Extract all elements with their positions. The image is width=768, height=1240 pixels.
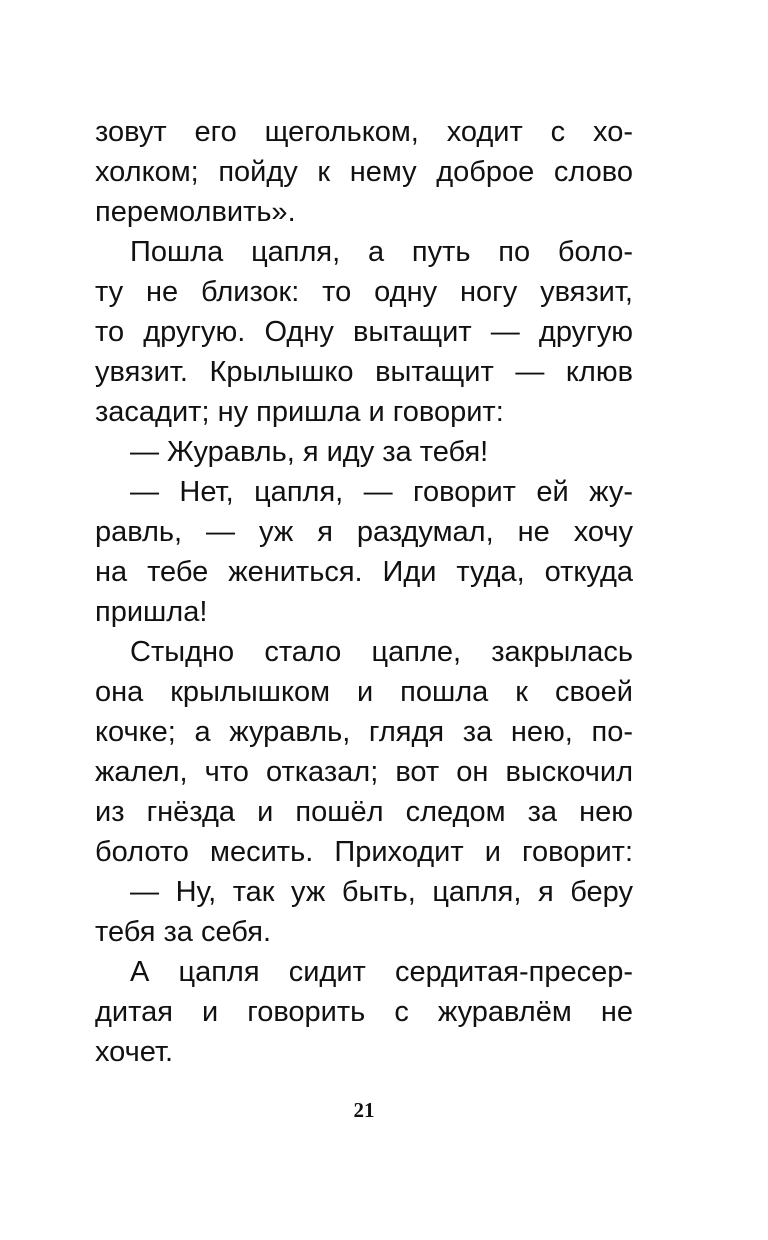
text-line: то другую. Одну вытащит — другую bbox=[95, 316, 633, 348]
page-text bbox=[95, 112, 633, 1072]
text-line: Пошла цапля, а путь по боло- bbox=[130, 236, 633, 268]
text-line: она крылышком и пошла к своей bbox=[95, 676, 633, 708]
text-line: холком; пойду к нему доброе слово bbox=[95, 156, 633, 188]
text-line: ту не близок: то одну ногу увязит, bbox=[95, 276, 633, 308]
text-line: дитая и говорить с журавлём не bbox=[95, 996, 633, 1028]
text-line: увязит. Крылышко вытащит — клюв bbox=[95, 356, 633, 388]
text-line: кочке; а журавль, глядя за нею, по- bbox=[95, 716, 633, 748]
text-line: хочет. bbox=[95, 1036, 174, 1068]
text-line: засадит; ну пришла и говорит: bbox=[95, 396, 504, 428]
text-line: А цапля сидит сердитая-пресер- bbox=[130, 956, 633, 988]
text-line: жалел, что отказал; вот он выскочил bbox=[95, 756, 633, 788]
text-line: равль, — уж я раздумал, не хочу bbox=[95, 516, 633, 548]
text-line: тебя за себя. bbox=[95, 916, 272, 948]
text-line: перемолвить». bbox=[95, 196, 296, 228]
text-line: пришла! bbox=[95, 596, 208, 628]
text-line: болото месить. Приходит и говорит: bbox=[95, 836, 633, 868]
text-line: — Нет, цапля, — говорит ей жу- bbox=[130, 476, 633, 508]
text-line: — Ну, так уж быть, цапля, я беру bbox=[130, 876, 633, 908]
page-number: 21 bbox=[353, 1098, 375, 1122]
text-line: Стыдно стало цапле, закрылась bbox=[130, 636, 633, 668]
text-line: — Журавль, я иду за тебя! bbox=[130, 436, 489, 468]
text-line: на тебе жениться. Иди туда, откуда bbox=[95, 556, 633, 588]
text-line: зовут его щегольком, ходит с хо- bbox=[95, 116, 633, 148]
text-line: из гнёзда и пошёл следом за нею bbox=[95, 796, 633, 828]
